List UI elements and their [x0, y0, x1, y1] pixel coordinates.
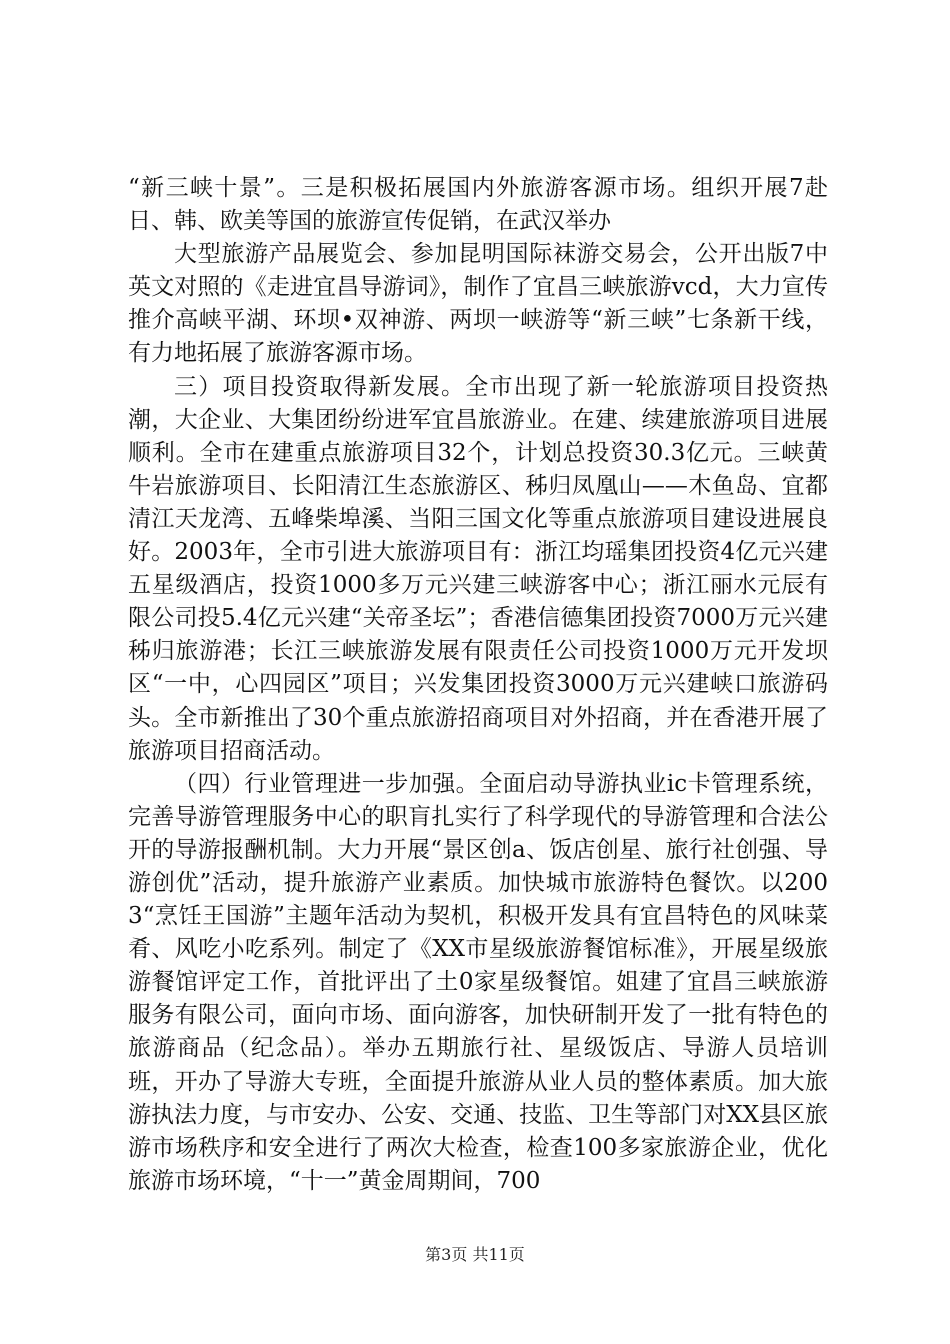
page-footer: 第3页 共11页 [425, 1245, 525, 1264]
document-body [128, 172, 828, 1198]
paragraph-3: 三）项目投资取得新发展。全市出现了新一轮旅游项目投资热潮，大企业、大集团纷纷进军宜昌旅游业。在建、续建旅游项目进展顺利。全市在建重点旅游项目32个，计划总投资30.3亿元。三峡黄牛岩旅游项目、长阳清江生态旅游区、秭归凤凰山——木鱼岛、宜都清江天龙湾、五峰柴埠溪、当阳三国文化等重点旅游项目建设进展良好。2003年，全市引进大旅游项目有：浙江均瑶集团投资4亿元兴建五星级酒店，投资1000多万元兴建三峡游客中心；浙江丽水元辰有限公司投5.4亿元兴建“关帝圣坛”；香港信德集团投资7000万元兴建秭归旅游港；长江三峡旅游发展有限责任公司投资1000万元开发坝区“一中，心四园区”项目；兴发集团投资3000万元兴建峡口旅游码头。全市新推出了30个重点旅游招商项目对外招商，并在香港开展了旅游项目招商活动。 [128, 373, 828, 764]
paragraph-1: “新三峡十景”。三是积极拓展国内外旅游客源市场。组织开展7赴日、韩、欧美等国的旅游宣传促销，在武汉举办 [128, 175, 828, 235]
paragraph-4: （四）行业管理进一步加强。全面启动导游执业ic卡管理系统，完善导游管理服务中心的职肓扎实行了科学现代的导游管理和合法公开的导游报酬机制。大力开展“景区创a、饭店创星、旅行社创强、导游创优”活动，提升旅游产业素质。加快城市旅游特色餐饮。以2003“烹饪王国游”主题年活动为契机，积极开发具有宜昌特色的风味菜肴、风吃小吃系列。制定了《XX市星级旅游餐馆标准》，开展星级旅游餐馆评定工作，首批评出了土0家星级餐馆。姐建了宜昌三峡旅游服务有限公司，面向市场、面向游客，加快研制开发了一批有特色的旅游商品（纪念品）。举办五期旅行社、星级饭店、导游人员培训班，开办了导游大专班，全面提升旅游从业人员的整体素质。加大旅游执法力度，与市安办、公安、交通、技监、卫生等部门对XX县区旅游市场秩序和安全进行了两次大检查，检查100多家旅游企业，优化旅游市场环境，“十一”黄金周期间，700 [128, 770, 828, 1194]
paragraph-2: 大型旅游产品展览会、参加昆明国际袜游交易会，公开出版7中英文对照的《走进宜昌导游词》，制作了宜昌三峡旅游vcd，大力宣传推介高峡平湖、环坝•双神游、两坝一峡游等“新三峡”七条新干线，有力地拓展了旅游客源市场。 [128, 241, 828, 367]
